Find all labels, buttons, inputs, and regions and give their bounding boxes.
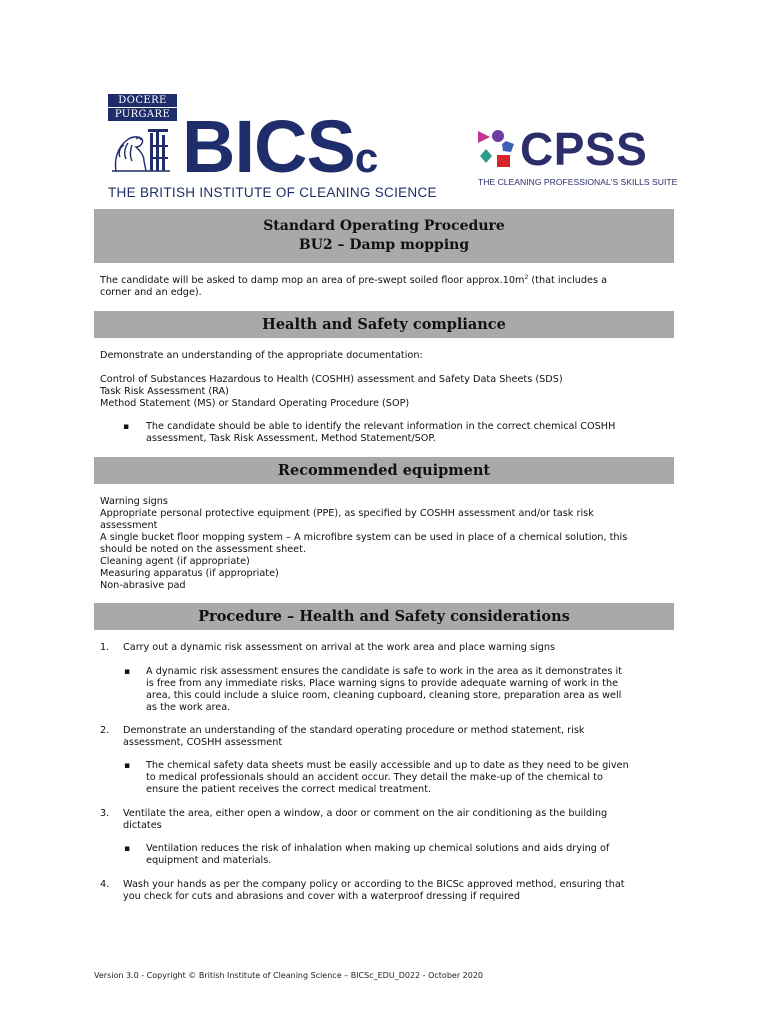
- list-item: should be noted on the assessment sheet.: [100, 544, 307, 555]
- step-number: 3.: [100, 808, 110, 819]
- cpss-logo: [476, 123, 678, 191]
- document-title-bar: [94, 209, 674, 263]
- lion-crest-icon: [110, 125, 172, 177]
- bicsc-logo: [106, 93, 437, 203]
- document-title: Standard Operating Procedure: [263, 218, 505, 234]
- section-heading-health-safety: Health and Safety compliance: [94, 311, 674, 338]
- documentation-list: [100, 374, 672, 410]
- cpss-shapes-icon: [476, 129, 516, 171]
- bullet-icon: ▪: [124, 761, 131, 771]
- bullet-icon: ▪: [124, 667, 131, 677]
- list-item: Cleaning agent (if appropriate): [100, 556, 250, 567]
- equipment-list: [100, 496, 672, 592]
- motto-docere: DOCERE: [108, 94, 177, 107]
- footer-copyright: Version 3.0 - Copyright © British Institute of Cleaning Science – BICSc_EDU_D022 - October 2020: [94, 971, 484, 980]
- step-number: 2.: [100, 725, 110, 736]
- section-heading-procedure: Procedure – Health and Safety considerations: [94, 603, 674, 630]
- motto-purgare: PURGARE: [108, 108, 177, 121]
- cpss-tagline: THE CLEANING PROFESSIONAL'S SKILLS SUITE: [478, 177, 678, 187]
- list-item: Appropriate personal protective equipment (PPE), as specified by COSHH assessment and/or task risk: [100, 508, 594, 519]
- bicsc-tagline: THE BRITISH INSTITUTE OF CLEANING SCIENCE: [108, 185, 437, 200]
- list-item: Measuring apparatus (if appropriate): [100, 568, 279, 579]
- list-item: assessment: [100, 520, 158, 531]
- bullet-icon: ▪: [123, 422, 130, 432]
- list-item: Task Risk Assessment (RA): [100, 386, 229, 397]
- bullet-icon: ▪: [124, 844, 131, 854]
- list-item: Warning signs: [100, 496, 168, 507]
- step-number: 4.: [100, 879, 110, 890]
- list-item: Non-abrasive pad: [100, 580, 186, 591]
- list-item: A single bucket floor mopping system – A microfibre system can be used in place of a chemical solution, this: [100, 532, 628, 543]
- cpss-wordmark: CPSS: [520, 123, 648, 175]
- document-subtitle: BU2 – Damp mopping: [298, 237, 470, 253]
- step-number: 1.: [100, 642, 110, 653]
- list-item: Method Statement (MS) or Standard Operating Procedure (SOP): [100, 398, 410, 409]
- section-heading-equipment: Recommended equipment: [94, 457, 674, 484]
- list-item: Control of Substances Hazardous to Health (COSHH) assessment and Safety Data Sheets (SDS): [100, 374, 563, 385]
- health-safety-lead: Demonstrate an understanding of the appropriate documentation:: [100, 350, 423, 361]
- bicsc-wordmark: BICSc: [182, 105, 379, 188]
- intro-paragraph: The candidate will be asked to damp mop an area of pre-swept soiled floor $approx.10m^2$ (that includes a corner and an edge).: [100, 274, 608, 298]
